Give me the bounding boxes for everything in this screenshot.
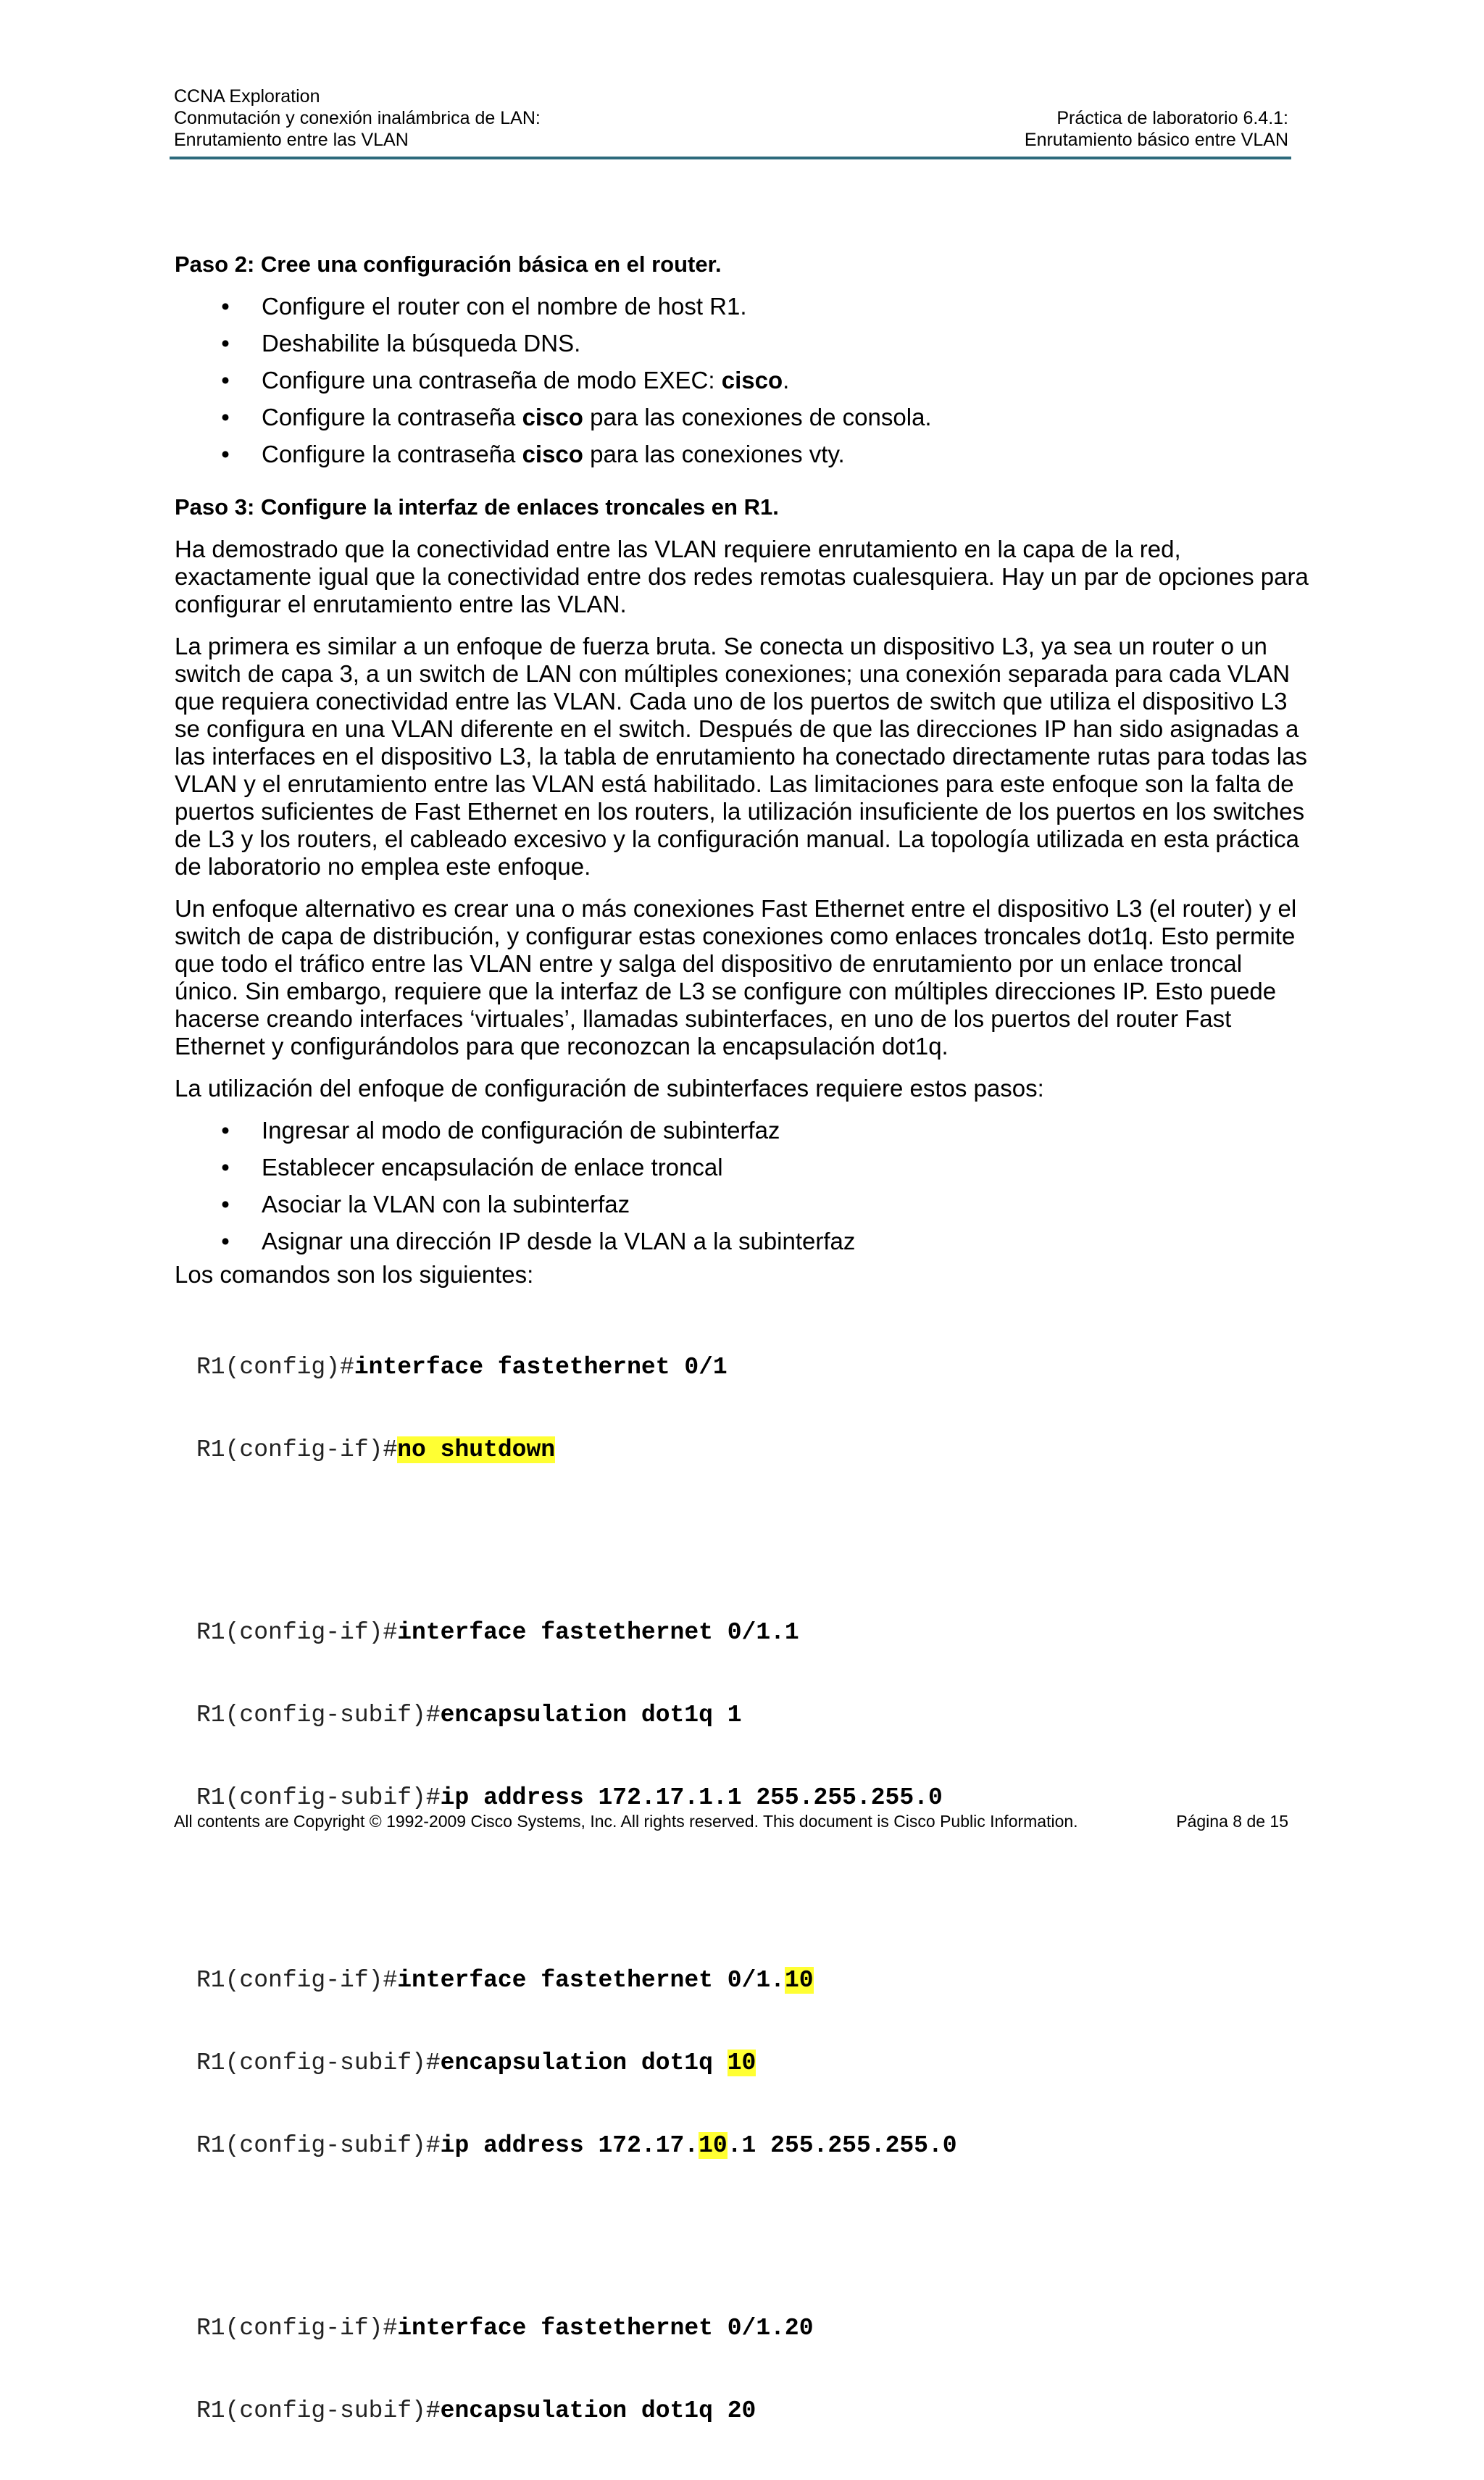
code-line: R1(config-subif)#encapsulation dot1q 10 [196,2050,756,2076]
bullet-icon: • [221,1117,230,1144]
paragraph: Los comandos son los siguientes: [175,1261,534,1288]
code-line: R1(config-if)#interface fastethernet 0/1.10 [196,1967,814,1994]
bullet-icon: • [221,1191,230,1218]
code-line: R1(config-subif)#encapsulation dot1q 1 [196,1702,742,1728]
code-line: R1(config-subif)#encapsulation dot1q 20 [196,2397,756,2424]
header-chapter: Enrutamiento entre las VLAN [174,130,409,150]
header-lab-title: Enrutamiento básico entre VLAN [1024,130,1288,150]
step3-title: Paso 3: Configure la interfaz de enlaces troncales en R1. [175,494,779,520]
paragraph: Un enfoque alternativo es crear una o más conexiones Fast Ethernet entre el dispositivo L3 (el router) y el switch de capa de distribución, y configurar estas conexiones como enlaces troncales dot1q. Esto permite que todo el tráfico entre las VLAN entre y salga del dispositivo de enrutamiento por un enlace troncal único. Sin embargo, requiere que la interfaz de L3 se configure con múltiples direcciones IP. Esto puede hacerse creando interfaces ‘virtuales’, llamadas subinterfaces, en uno de los puertos del router Fast Ethernet y configurándolos para que reconozcan la encapsulación dot1q. [175,895,1297,1060]
code-line: R1(config-if)#no shutdown [196,1436,556,1463]
step2-bullet-list [175,293,1312,478]
header-course: CCNA Exploration [174,86,320,107]
page-footer [174,1812,1288,1831]
bullet-icon: • [221,293,230,320]
code-line: R1(config-if)#interface fastethernet 0/1.20 [196,2315,814,2342]
header-module: Conmutación y conexión inalámbrica de LAN: [174,108,541,128]
code-block [196,1299,1312,2480]
list-item: • Ingresar al modo de configuración de subinterfaz [175,1117,1312,1154]
step2-title: Paso 2: Cree una configuración básica en el router. [175,251,722,277]
paragraph: Ha demostrado que la conectividad entre las VLAN requiere enrutamiento en la capa de la red, exactamente igual que la conectividad entre dos redes remotas cualesquiera. Hay un par de opciones para configurar el enrutamiento entre las VLAN. [175,536,1309,617]
list-item: • Deshabilite la búsqueda DNS. [175,330,1312,367]
list-item: • Configure una contraseña de modo EXEC: cisco. [175,367,1312,404]
list-item: • Asociar la VLAN con la subinterfaz [175,1191,1312,1228]
paragraph: La utilización del enfoque de configuración de subinterfaces requiere estos pasos: [175,1075,1044,1102]
list-item: • Configure el router con el nombre de host R1. [175,293,1312,330]
bullet-icon: • [221,441,230,467]
bullet-icon: • [221,404,230,430]
bullet-icon: • [221,330,230,357]
copyright-notice: All contents are Copyright © 1992-2009 Cisco Systems, Inc. All rights reserved. This document is Cisco Public Information. [174,1812,1078,1831]
header-divider [170,157,1291,159]
header-lab-number: Práctica de laboratorio 6.4.1: [1056,108,1288,128]
bullet-icon: • [221,1154,230,1181]
page-header [174,86,1288,151]
code-line: R1(config-subif)#ip address 172.17.10.1 255.255.255.0 [196,2132,957,2159]
paragraph: La primera es similar a un enfoque de fuerza bruta. Se conecta un dispositivo L3, ya sea un router o un switch de capa 3, a un switch de LAN con múltiples conexiones; una conexión separada para cada VLAN que requiera conectividad entre las VLAN. Cada uno de los puertos de switch que utiliza el dispositivo L3 se configura en una VLAN diferente en el switch. Después de que las direcciones IP han sido asignadas a las interfaces en el dispositivo L3, la tabla de enrutamiento ha conectado directamente rutas para todas las VLAN y el enrutamiento entre las VLAN está habilitado. Las limitaciones para este enfoque son la falta de puertos suficientes de Fast Ethernet en los routers, la utilización insuficiente de los puertos en los switches de L3 y los routers, el cableado excesivo y la configuración manual. La topología utilizada en esta práctica de laboratorio no emplea este enfoque. [175,633,1307,880]
page-number: Página 8 de 15 [1176,1812,1288,1831]
list-item: • Asignar una dirección IP desde la VLAN a la subinterfaz [175,1228,1312,1261]
list-item: • Configure la contraseña cisco para las conexiones vty. [175,441,1312,478]
code-line: R1(config-if)#interface fastethernet 0/1.1 [196,1619,799,1646]
code-line: R1(config-subif)#ip address 172.17.1.1 255.255.255.0 [196,1784,943,1811]
list-item: • Establecer encapsulación de enlace troncal [175,1154,1312,1191]
page-content [175,251,1312,2480]
step3-bullet-list [175,1117,1312,1261]
bullet-icon: • [221,367,230,394]
bullet-icon: • [221,1228,230,1254]
list-item: • Configure la contraseña cisco para las conexiones de consola. [175,404,1312,441]
code-line: R1(config)#interface fastethernet 0/1 [196,1354,728,1381]
